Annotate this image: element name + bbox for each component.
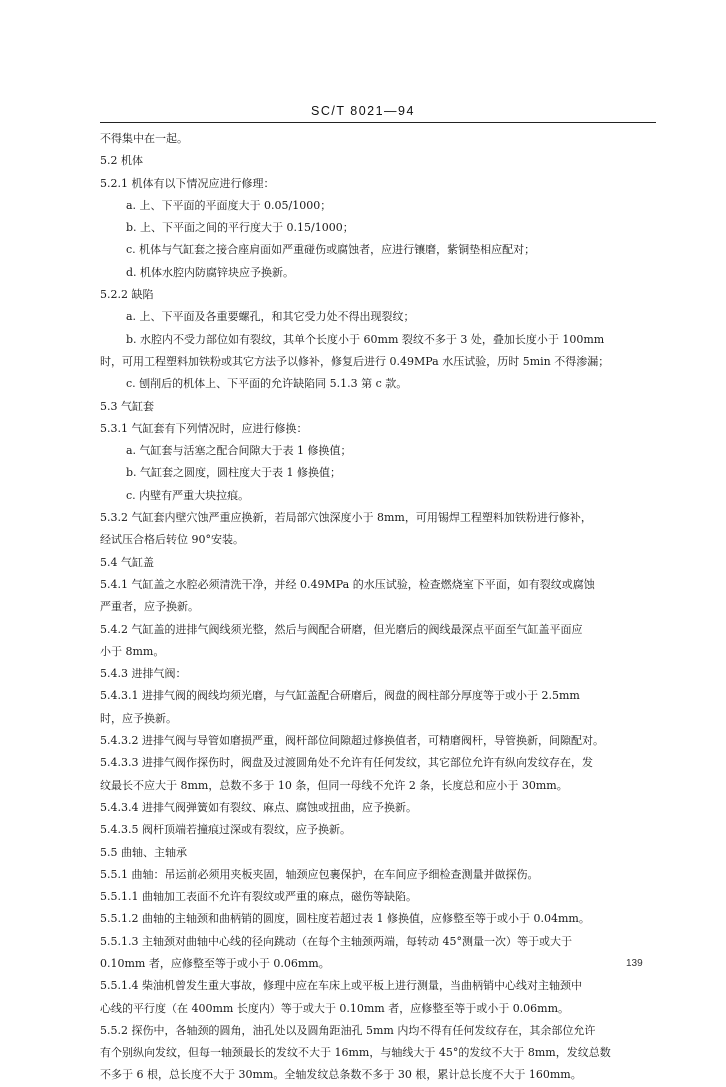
text-line: 经试压合格后转位 90°安装。 [100, 533, 244, 547]
text-line: 5.5.2 探伤中，各轴颈的圆角，油孔处以及圆角距油孔 5mm 内均不得有任何发纹存在，其余部位允许 [100, 1023, 596, 1037]
text-line: 0.10mm 者，应修整至等于或小于 0.06mm。 [100, 956, 330, 970]
text-line: 5.2.1 机体有以下情况应进行修理： [100, 176, 275, 190]
text-line: 严重者，应予换新。 [100, 600, 199, 614]
text-line: 5.5.1.2 曲轴的主轴颈和曲柄销的圆度，圆柱度若超过表 1 修换值，应修整至等于或小于 0.04mm。 [100, 912, 590, 926]
text-line: 5.5.1.1 曲轴加工表面不允许有裂纹或严重的麻点，磁伤等缺陷。 [100, 890, 417, 904]
text-line: b. 气缸套之圆度，圆柱度大于表 1 修换值； [126, 466, 342, 480]
text-line: 5.4.3 进排气阀： [100, 667, 187, 681]
text-line: 5.5 曲轴、主轴承 [100, 845, 187, 859]
text-line: 5.5.1 曲轴：吊运前必须用夹板夹固，轴颈应包裹保护，在车间应予细检查测量并做探伤。 [100, 867, 539, 881]
text-line: 5.4.3.5 阀杆顶端若撞痕过深或有裂纹，应予换新。 [100, 823, 351, 837]
document-body [100, 128, 660, 1087]
text-line: 5.4.1 气缸盖之水腔必须清洗干净，并经 0.49MPa 的水压试验，检查燃烧室下平面，如有裂纹或腐蚀 [100, 577, 595, 591]
text-line: 不多于 6 根，总长度不大于 30mm。全轴发纹总条数不多于 30 根，累计总长度不大于 160mm。 [100, 1068, 582, 1082]
text-line: c. 机体与气缸套之接合座肩面如严重碰伤或腐蚀者，应进行镶磨，紫铜垫相应配对； [126, 243, 536, 257]
text-line: 5.4.2 气缸盖的进排气阀线须光整，然后与阀配合研磨，但光磨后的阀线最深点平面至气缸盖平面应 [100, 622, 583, 636]
text-line: 5.2.2 缺陷 [100, 288, 154, 302]
text-line: b. 上、下平面之间的平行度大于 0.15/1000； [126, 221, 354, 235]
text-line: c. 刨削后的机体上、下平面的允许缺陷同 5.1.3 第 c 款。 [126, 377, 408, 391]
text-line: 5.4.3.2 进排气阀与导管如磨损严重，阀杆部位间隙超过修换值者，可精磨阀杆，导管换新，间隙配对。 [100, 734, 604, 748]
text-line: b. 水腔内不受力部位如有裂纹，其单个长度小于 60mm 裂纹不多于 3 处，叠加长度小于 100mm [126, 332, 605, 346]
text-line: c. 内壁有严重大块拉痕。 [126, 488, 250, 502]
text-line: 5.3 气缸套 [100, 399, 154, 413]
page-number: 139 [626, 958, 643, 969]
text-line: 5.4.3.3 进排气阀作探伤时，阀盘及过渡圆角处不允许有任何发纹，其它部位允许有纵向发纹存在，发 [100, 756, 593, 770]
text-line: 不得集中在一起。 [100, 132, 188, 145]
text-line: 时，应予换新。 [100, 711, 177, 725]
text-line: a. 上、下平面的平面度大于 0.05/1000； [126, 198, 332, 212]
document-header: SC/T 8021—94 [311, 104, 415, 118]
text-line: 5.2 机体 [100, 154, 143, 168]
text-line: 心线的平行度（在 400mm 长度内）等于或大于 0.10mm 者，应修整至等于或小于 0.06mm。 [100, 1001, 570, 1015]
text-line: 5.5.1.3 主轴颈对曲轴中心线的径向跳动（在每个主轴颈两端，每转动 45°测量一次）等于或大于 [100, 934, 572, 948]
text-line: a. 气缸套与活塞之配合间隙大于表 1 修换值； [126, 444, 352, 458]
text-line: 纹最长不应大于 8mm，总数不多于 10 条，但同一母线不允许 2 条，长度总和应小于 30mm。 [100, 778, 568, 792]
text-line: 5.5.1.4 柴油机曾发生重大事故，修理中应在车床上或平板上进行测量，当曲柄销中心线对主轴颈中 [100, 979, 582, 993]
text-line: 5.4.3.4 进排气阀弹簧如有裂纹、麻点、腐蚀或扭曲，应予换新。 [100, 800, 417, 814]
header-rule [100, 122, 656, 123]
text-line: 5.4.3.1 进排气阀的阀线均须光磨，与气缸盖配合研磨后，阀盘的阀柱部分厚度等于或小于 2.5mm [100, 689, 580, 703]
text-line: 有个别纵向发纹，但每一轴颈最长的发纹不大于 16mm，与轴线大于 45°的发纹不大于 8mm，发纹总数 [100, 1046, 611, 1060]
text-line: 时，可用工程塑料加铁粉或其它方法予以修补，修复后进行 0.49MPa 水压试验，历时 5min 不得渗漏； [100, 354, 610, 368]
text-line: 5.3.2 气缸套内壁穴蚀严重应换新，若局部穴蚀深度小于 8mm，可用锡焊工程塑料加铁粉进行修补， [100, 511, 592, 525]
text-line: 小于 8mm。 [100, 644, 165, 658]
text-line: 5.3.1 气缸套有下列情况时，应进行修换： [100, 421, 308, 435]
text-line: a. 上、下平面及各重要螺孔，和其它受力处不得出现裂纹； [126, 310, 415, 324]
text-line: 5.4 气缸盖 [100, 555, 154, 569]
text-line: d. 机体水腔内防腐锌块应予换新。 [126, 265, 295, 279]
